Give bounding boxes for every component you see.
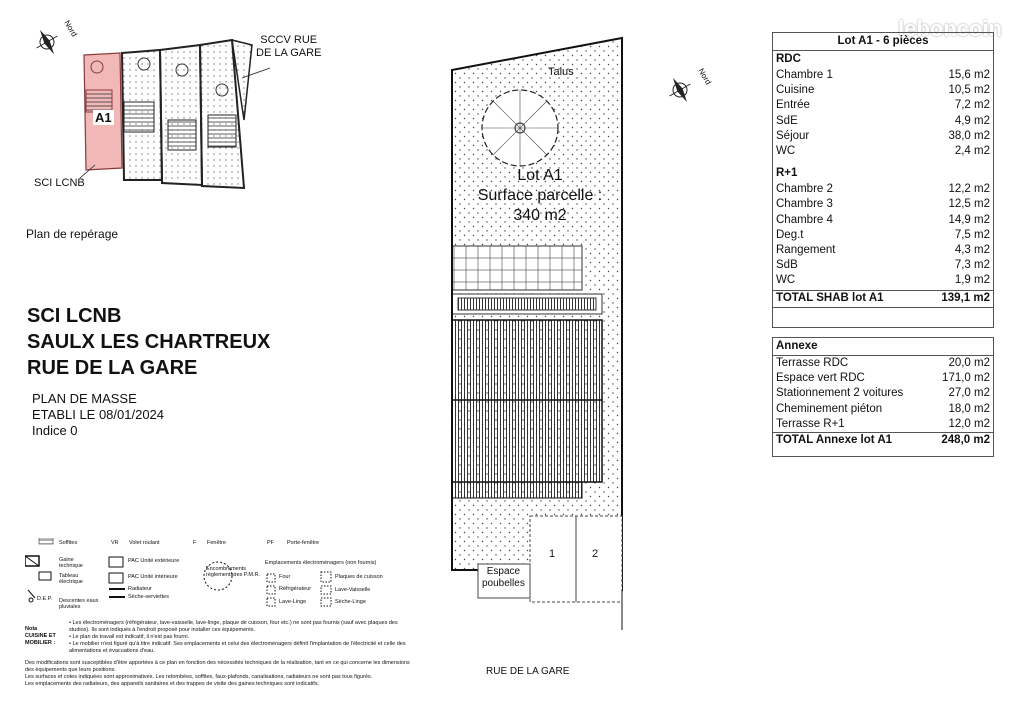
table-row (773, 114, 993, 129)
room-area: 7,5 m2 (954, 228, 990, 241)
legend-volet: Volet roulant (129, 540, 160, 546)
bins-label: Espace poubelles (482, 566, 525, 589)
room-area: 4,9 m2 (954, 114, 990, 127)
legend-pf-code: PF (267, 540, 275, 546)
tree-icon (482, 90, 558, 166)
parking-space-1: 1 (549, 548, 556, 560)
table-row (773, 371, 993, 386)
lot-label: Lot A1 (517, 167, 563, 184)
legend-gaine: Gaine technique (59, 557, 83, 569)
room-name: WC (776, 144, 796, 157)
legend-soffites: Soffites (59, 540, 78, 546)
legend-seche: Sèche-serviettes (128, 594, 169, 600)
nota-title: Nota CUISINE ET MOBILIER : (25, 626, 56, 646)
neighbor-label: SCCV RUE DE LA GARE (256, 34, 322, 59)
total-annexe-label: TOTAL Annexe lot A1 (776, 433, 893, 446)
room-area: 20,0 m2 (948, 357, 990, 369)
legend-fenetre: Fenêtre (207, 540, 226, 546)
room-name: Chambre 4 (776, 213, 833, 226)
legend-lave-linge: Lave-Linge (279, 599, 307, 605)
room-name: Rangement (776, 243, 836, 256)
legend (25, 538, 410, 620)
table-row (773, 417, 993, 432)
nota-line: • Le mobilier n'est figuré qu'à titre indicatif. Ses emplacements et celui des électroménagers définit l'implantation de l'électricité et celle des alimentations et évacuations d'eau. (69, 641, 406, 654)
room-name: Chambre 2 (776, 183, 833, 196)
total-shab-value: 139,1 m2 (941, 292, 990, 305)
table-row (773, 68, 993, 83)
room-area: 27,0 m2 (948, 387, 990, 400)
room-area: 12,0 m2 (948, 417, 990, 430)
lot-tag: A1 (95, 110, 112, 125)
plan-info (32, 391, 164, 439)
title-block (27, 303, 327, 381)
room-name: Espace vert RDC (776, 372, 865, 385)
table-row (773, 273, 993, 288)
room-name: Entrée (776, 99, 810, 112)
site-plan-drawing (430, 30, 660, 670)
room-name: SdE (776, 114, 798, 127)
total-annexe-row (773, 432, 993, 448)
legend-pac-int: PAC Unité intérieure (128, 574, 178, 580)
table-row (773, 228, 993, 243)
table-row (773, 402, 993, 417)
footer-line: Des modifications sont susceptibles d'être apportées à ce plan en fonction des nécessités techniques de la réalisation, tant en ce qui concerne les dimensions des équipements que leurs positions. (25, 660, 410, 673)
table-row (773, 197, 993, 212)
rdc-section-title: RDC (776, 53, 801, 65)
room-name: Chambre 1 (776, 69, 833, 81)
site-plan (430, 30, 660, 710)
legend-encombrements: Encombrements réglementaires P.M.R. (206, 566, 261, 578)
annexe-rows (773, 356, 993, 432)
room-name: Terrasse RDC (776, 357, 849, 369)
legend-dep: D.E.P. (37, 596, 53, 602)
room-area: 4,3 m2 (954, 243, 990, 256)
room-area: 1,9 m2 (954, 274, 990, 287)
room-area: 12,5 m2 (948, 198, 990, 211)
legend-seche-linge: Sèche-Linge (335, 599, 366, 605)
room-name: WC (776, 274, 796, 287)
surface-table-main (772, 32, 994, 328)
legend-pac-ext: PAC Unité extérieure (128, 558, 180, 564)
street-label: RUE DE LA GARE (486, 666, 570, 677)
legend-radiateur: Radiateur (128, 586, 152, 592)
footer-line: Les surfaces et cotes indiquées sont approximatives. Les retombées, soffites, faux-plafonds, canalisations, radiateurs ne sont pas tous figurés. (25, 674, 373, 680)
annexe-section-title: Annexe (773, 338, 993, 356)
surface-label: Surface parcelle : (477, 187, 603, 204)
surface-value: 340 m2 (513, 207, 567, 224)
room-area: 2,4 m2 (954, 144, 990, 157)
location-plan-caption: Plan de repérage (26, 227, 119, 241)
table-row (773, 83, 993, 98)
table-row (773, 144, 993, 159)
room-name: Stationnement 2 voitures (776, 387, 904, 400)
room-area: 38,0 m2 (948, 129, 990, 142)
legend-empl-title: Emplacements électroménagers (non fournis) (265, 560, 377, 566)
lot-title (450, 166, 630, 226)
legend-porte-fenetre: Porte-fenêtre (287, 540, 320, 546)
compass-north-label: Nord (696, 66, 713, 87)
location-plan (20, 20, 340, 250)
r1-rows (773, 182, 993, 288)
room-name: Cheminement piéton (776, 402, 883, 415)
room-name: Deg.t (776, 228, 804, 241)
talus-label: Talus (548, 66, 574, 78)
legend-plaques: Plaques de cuisson (335, 574, 383, 580)
room-area: 10,5 m2 (948, 84, 990, 97)
room-area: 15,6 m2 (948, 69, 990, 81)
footer-notes (25, 660, 410, 688)
site-plan-compass (660, 66, 713, 108)
room-area: 7,3 m2 (954, 259, 990, 272)
legend-lave-vaisselle: Lave-Vaisselle (335, 587, 371, 593)
total-annexe-value: 248,0 m2 (941, 433, 990, 446)
client-name: SCI LCNB (27, 305, 122, 327)
commune-name: SAULX LES CHARTREUX (27, 331, 271, 353)
total-shab-row (773, 290, 993, 307)
footer-line: Les emplacements des radiateurs, des appareils sanitaires et des trappes de visite des gaines techniques sont indicatifs. (25, 681, 320, 687)
legend-vr-code: VR (111, 540, 119, 546)
plan-type: PLAN DE MASSE (32, 391, 137, 406)
table-title: Lot A1 - 6 pièces (773, 33, 993, 51)
nota-line: • Les électroménagers (réfrigérateur, lave-vaisselle, lave-linge, plaque de cuisson, four etc.) ne sont pas fournis (sauf avec plaques des studios). Ils sont indiqués à l'endroit proposé pour installer ces équipements. (69, 620, 398, 633)
room-name: Séjour (776, 129, 810, 142)
rdc-rows (773, 68, 993, 159)
nota-list (69, 620, 409, 655)
north-compass-icon (30, 24, 65, 60)
r1-section-title: R+1 (776, 167, 798, 180)
room-area: 18,0 m2 (948, 402, 990, 415)
table-row (773, 386, 993, 401)
legend-tableau: Tableau électrique (59, 573, 83, 585)
table-row (773, 213, 993, 228)
parking-space-2: 2 (592, 548, 599, 560)
table-row (773, 182, 993, 197)
room-name: SdB (776, 259, 798, 272)
room-area: 171,0 m2 (942, 372, 990, 385)
nota-line: • Le plan de travail est indicatif, il n'est pas fourni. (69, 634, 190, 640)
legend-refrig: Réfrigérateur (279, 586, 312, 592)
room-area: 7,2 m2 (954, 99, 990, 112)
legend-four: Four (279, 574, 291, 580)
room-name: Cuisine (776, 84, 815, 97)
total-shab-label: TOTAL SHAB lot A1 (776, 292, 884, 305)
legend-f-code: F (193, 540, 197, 546)
room-name: Terrasse R+1 (776, 417, 845, 430)
plan-date: ETABLI LE 08/01/2024 (32, 407, 165, 422)
surface-table-annexe (772, 337, 994, 457)
table-row (773, 258, 993, 273)
table-row (773, 356, 993, 371)
room-area: 14,9 m2 (948, 213, 990, 226)
table-row (773, 98, 993, 113)
room-name: Chambre 3 (776, 198, 833, 211)
room-area: 12,2 m2 (948, 183, 990, 196)
compass-north-label: Nord (62, 18, 79, 39)
street-name: RUE DE LA GARE (27, 357, 198, 379)
owner-label: SCI LCNB (34, 177, 85, 189)
table-row (773, 129, 993, 144)
leboncoin-watermark: leboncoin (898, 16, 1002, 41)
plan-index: Indice 0 (32, 423, 78, 438)
table-row (773, 243, 993, 258)
legend-descentes: Descentes eaux pluviales (59, 598, 99, 610)
